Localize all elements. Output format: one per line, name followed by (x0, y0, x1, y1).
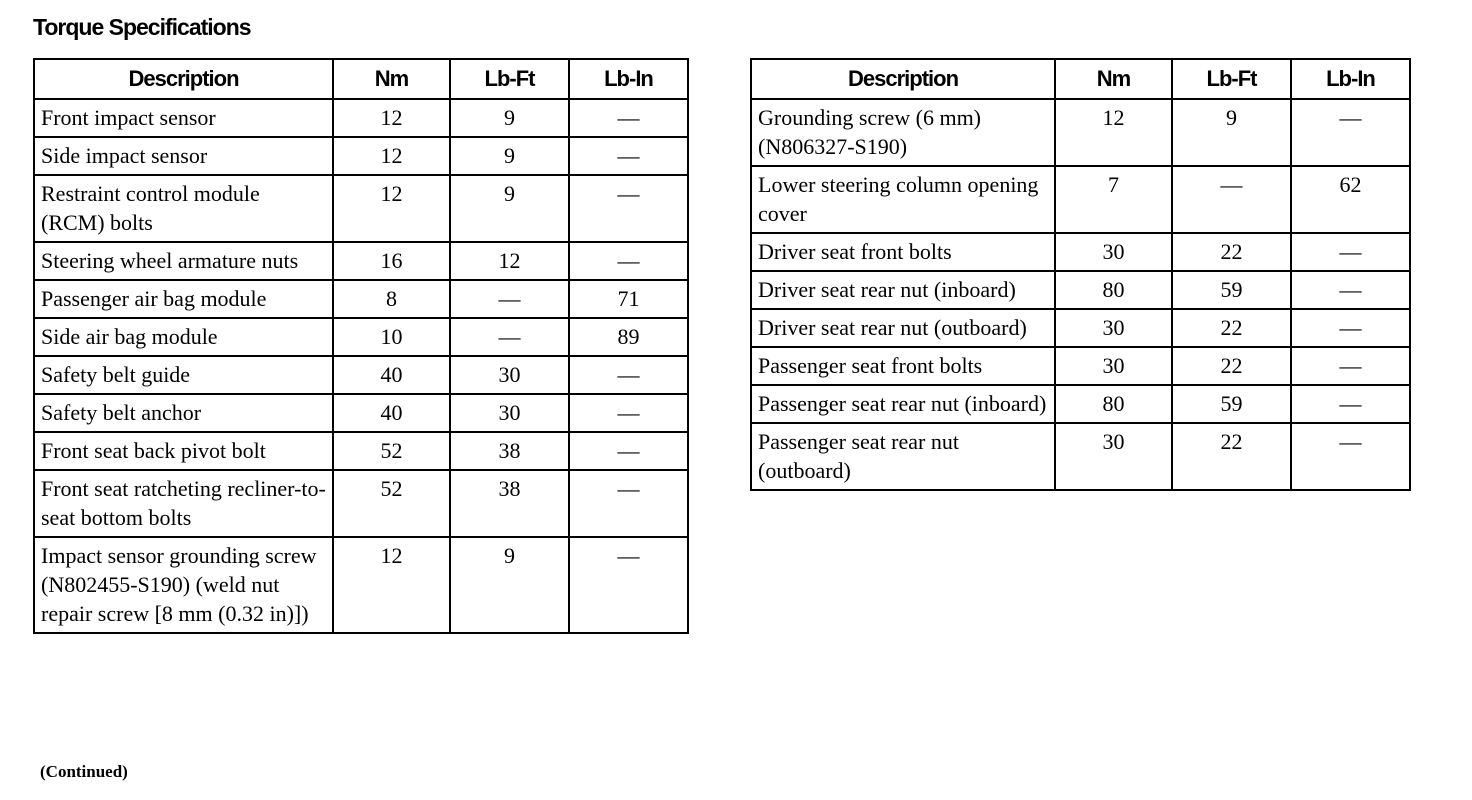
row-description: Side air bag module (34, 318, 333, 356)
table-row (34, 470, 688, 537)
row-lbin: — (569, 99, 688, 137)
torque-table-right (750, 58, 1411, 491)
row-lbin: — (569, 242, 688, 280)
row-description: Steering wheel armature nuts (34, 242, 333, 280)
row-description: Side impact sensor (34, 137, 333, 175)
header-nm: Nm (333, 59, 450, 99)
row-description: Lower steering column opening cover (751, 166, 1055, 233)
table-row (751, 271, 1410, 309)
row-nm: 52 (333, 432, 450, 470)
header-nm: Nm (1055, 59, 1172, 99)
row-nm: 30 (1055, 347, 1172, 385)
header-lbin: Lb-In (1291, 59, 1410, 99)
row-nm: 12 (333, 137, 450, 175)
header-lbft: Lb-Ft (1172, 59, 1291, 99)
row-lbft: 22 (1172, 423, 1291, 490)
row-lbin: — (569, 432, 688, 470)
row-nm: 30 (1055, 233, 1172, 271)
row-lbin: — (569, 470, 688, 537)
row-nm: 12 (333, 99, 450, 137)
row-lbin: — (1291, 271, 1410, 309)
row-lbft: 22 (1172, 233, 1291, 271)
row-lbft: 38 (450, 470, 569, 537)
row-description: Passenger seat rear nut (outboard) (751, 423, 1055, 490)
row-description: Driver seat rear nut (inboard) (751, 271, 1055, 309)
table-row (751, 233, 1410, 271)
row-lbin: — (1291, 99, 1410, 166)
table-row (751, 347, 1410, 385)
row-description: Front seat back pivot bolt (34, 432, 333, 470)
row-lbin: — (1291, 385, 1410, 423)
row-nm: 12 (333, 537, 450, 633)
table-header-row (34, 59, 688, 99)
row-nm: 30 (1055, 423, 1172, 490)
header-description: Description (34, 59, 333, 99)
table-row (34, 242, 688, 280)
row-nm: 10 (333, 318, 450, 356)
table-row (34, 432, 688, 470)
row-lbft: — (450, 280, 569, 318)
row-description: Front impact sensor (34, 99, 333, 137)
row-lbin: — (1291, 347, 1410, 385)
row-nm: 8 (333, 280, 450, 318)
row-lbft: 30 (450, 356, 569, 394)
continued-note: (Continued) (40, 762, 128, 781)
row-nm: 12 (1055, 99, 1172, 166)
row-nm: 52 (333, 470, 450, 537)
row-lbft: 59 (1172, 271, 1291, 309)
row-nm: 80 (1055, 385, 1172, 423)
table-row (751, 309, 1410, 347)
table-row (34, 537, 688, 633)
row-lbft: 38 (450, 432, 569, 470)
row-nm: 16 (333, 242, 450, 280)
row-nm: 40 (333, 356, 450, 394)
table-row (34, 394, 688, 432)
row-description: Front seat ratcheting recliner-to-seat bottom bolts (34, 470, 333, 537)
row-lbft: 9 (450, 175, 569, 242)
row-description: Passenger air bag module (34, 280, 333, 318)
table-row (751, 99, 1410, 166)
row-nm: 80 (1055, 271, 1172, 309)
row-description: Safety belt guide (34, 356, 333, 394)
row-lbin: — (1291, 233, 1410, 271)
row-nm: 30 (1055, 309, 1172, 347)
table-row (34, 137, 688, 175)
row-lbin: 62 (1291, 166, 1410, 233)
row-description: Driver seat rear nut (outboard) (751, 309, 1055, 347)
header-lbft: Lb-Ft (450, 59, 569, 99)
row-lbft: 9 (450, 99, 569, 137)
row-lbft: 30 (450, 394, 569, 432)
header-description: Description (751, 59, 1055, 99)
row-description: Impact sensor grounding screw (N802455-S190) (weld nut repair screw [8 mm (0.32 in)]) (34, 537, 333, 633)
row-lbin: 89 (569, 318, 688, 356)
row-lbft: 9 (450, 537, 569, 633)
row-lbin: — (569, 137, 688, 175)
row-lbft: 12 (450, 242, 569, 280)
table-row (751, 385, 1410, 423)
row-lbin: — (569, 394, 688, 432)
row-lbft: 22 (1172, 347, 1291, 385)
row-lbin: — (1291, 423, 1410, 490)
row-nm: 7 (1055, 166, 1172, 233)
row-lbft: — (450, 318, 569, 356)
table-row (751, 423, 1410, 490)
row-description: Driver seat front bolts (751, 233, 1055, 271)
table-row (34, 356, 688, 394)
header-lbin: Lb-In (569, 59, 688, 99)
table-row (34, 99, 688, 137)
table-row (34, 280, 688, 318)
row-lbft: 22 (1172, 309, 1291, 347)
torque-table-left (33, 58, 689, 634)
row-lbin: — (569, 175, 688, 242)
row-lbft: 9 (450, 137, 569, 175)
row-lbin: — (1291, 309, 1410, 347)
row-lbft: — (1172, 166, 1291, 233)
row-description: Passenger seat rear nut (inboard) (751, 385, 1055, 423)
row-description: Grounding screw (6 mm) (N806327-S190) (751, 99, 1055, 166)
row-lbft: 59 (1172, 385, 1291, 423)
row-lbft: 9 (1172, 99, 1291, 166)
table-row (751, 166, 1410, 233)
row-nm: 40 (333, 394, 450, 432)
row-lbin: 71 (569, 280, 688, 318)
table-row (34, 175, 688, 242)
row-description: Restraint control module (RCM) bolts (34, 175, 333, 242)
row-description: Passenger seat front bolts (751, 347, 1055, 385)
row-lbin: — (569, 356, 688, 394)
table-row (34, 318, 688, 356)
row-nm: 12 (333, 175, 450, 242)
row-lbin: — (569, 537, 688, 633)
table-header-row (751, 59, 1410, 99)
page-title: Torque Specifications (33, 14, 251, 40)
row-description: Safety belt anchor (34, 394, 333, 432)
